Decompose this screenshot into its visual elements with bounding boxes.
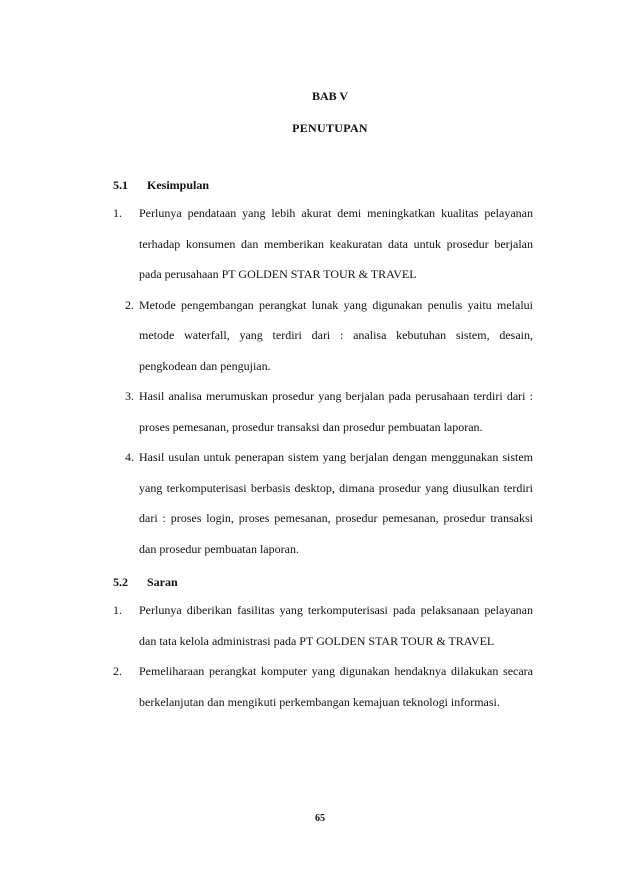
section-number: 5.2 — [113, 575, 128, 589]
list-item-text: Perlunya pendataan yang lebih akurat demi meningkatkan kualitas pelayanan terhadap konsumen dan memberikan keakuratan data untuk prosedur berjalan pada perusahaan PT GOLDEN STAR TOUR & TRAVEL — [139, 206, 533, 281]
list-item-text: Metode pengembangan perangkat lunak yang digunakan penulis yaitu melalui metode waterfall, yang terdiri dari : analisa kebutuhan sistem, desain, pengkodean dan pengujian. — [139, 297, 533, 373]
list-marker: 2. — [125, 297, 134, 312]
list-marker: 1. — [113, 603, 122, 617]
list-item — [113, 381, 533, 442]
list-marker: 1. — [113, 206, 122, 220]
section-heading-kesimpulan — [113, 178, 209, 193]
section-number: 5.1 — [113, 178, 128, 192]
list-item — [113, 290, 533, 382]
list-item-text: Hasil analisa merumuskan prosedur yang berjalan pada perusahaan terdiri dari : proses pemesanan, prosedur transaksi dan prosedur pembuatan laporan. — [139, 389, 533, 434]
section-title: Saran — [147, 575, 178, 589]
chapter-title: PENUTUPAN — [292, 121, 368, 135]
list-item-text: Perlunya diberikan fasilitas yang terkomputerisasi pada pelaksanaan pelayanan dan tata kelola administrasi pada PT GOLDEN STAR TOUR & TRAVEL — [139, 603, 533, 648]
list-item — [113, 595, 533, 656]
conclusion-list — [113, 198, 533, 564]
list-marker: 4. — [125, 450, 134, 464]
section-heading-saran — [113, 575, 178, 590]
list-item — [113, 656, 533, 717]
section-title: Kesimpulan — [147, 178, 210, 192]
list-item — [113, 442, 533, 564]
page-number: 65 — [315, 813, 325, 824]
list-item — [113, 198, 533, 290]
list-item-text: Hasil usulan untuk penerapan sistem yang berjalan dengan menggunakan sistem yang terkomputerisasi berbasis desktop, dimana prosedur yang diusulkan terdiri dari : proses login, proses pemesanan, prosedur pemesanan, prosedur transaksi dan prosedur pembuatan laporan. — [139, 450, 533, 556]
chapter-number: BAB V — [311, 89, 349, 103]
list-item-text: Pemeliharaan perangkat komputer yang digunakan hendaknya dilakukan secara berkelanjutan dan mengikuti perkembangan kemajuan teknologi informasi. — [139, 664, 533, 709]
list-marker: 2. — [113, 664, 122, 678]
suggestion-list — [113, 595, 533, 717]
list-marker: 3. — [125, 389, 134, 403]
